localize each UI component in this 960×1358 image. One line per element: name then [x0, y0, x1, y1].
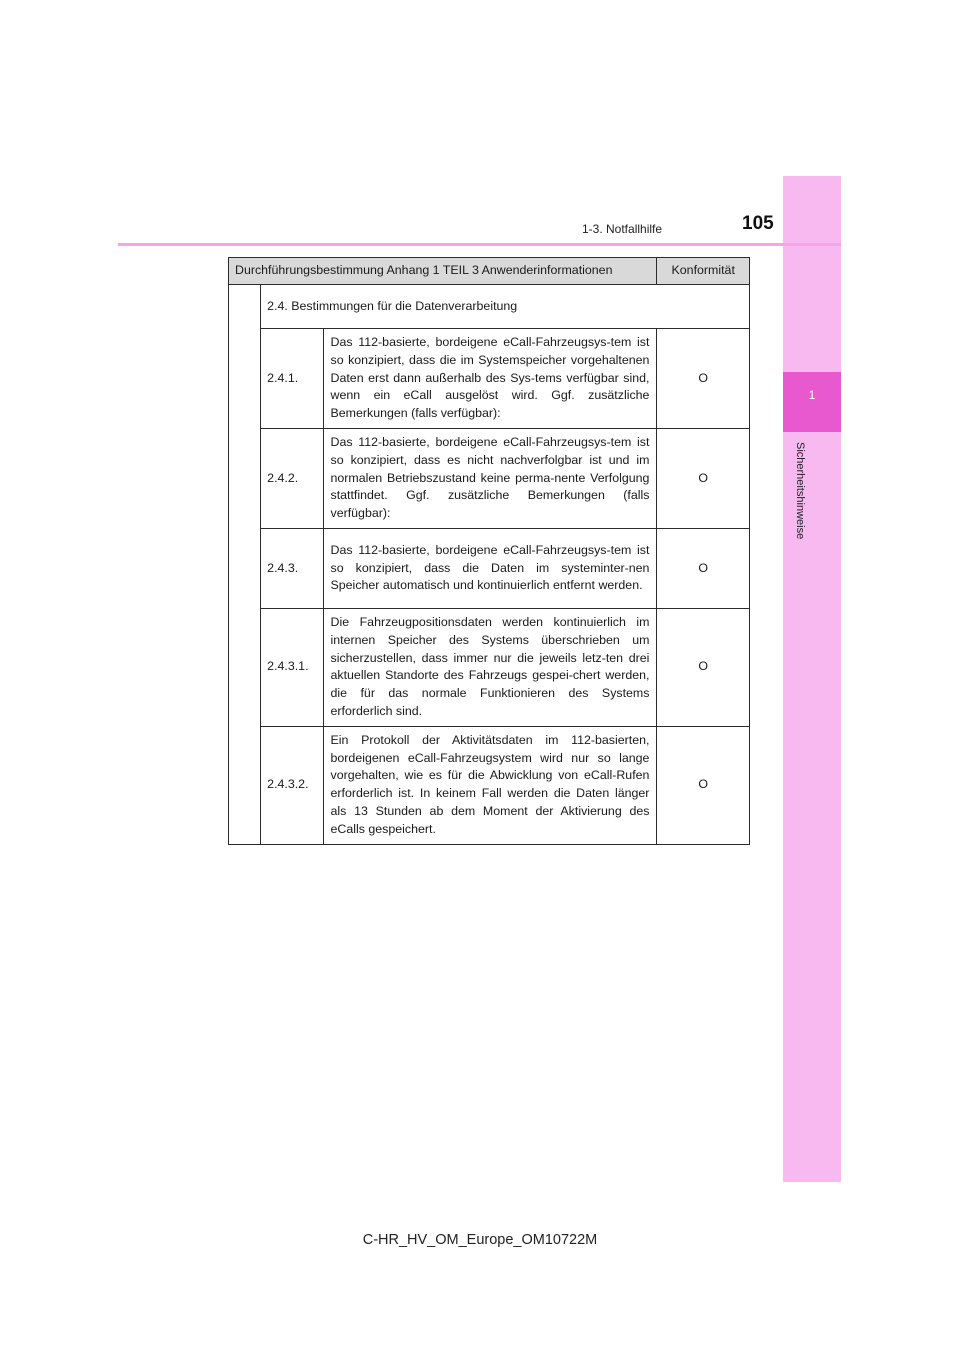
- row-conformity: O: [657, 428, 750, 528]
- row-number: 2.4.3.2.: [261, 726, 323, 844]
- table-row: [229, 528, 750, 608]
- row-conformity: O: [657, 608, 750, 726]
- row-description: Das 112-basierte, bordeigene eCall-Fahrzeugsys-tem ist so konzipiert, dass die im Systemspeicher vorgehaltenen Daten erst dann außerhalb des Sys-tems verfügbar sind, wenn ein eCall ausgelöst wird. Ggf. zusätzliche Bemerkungen (falls verfügbar):: [323, 329, 657, 429]
- table-row: [229, 428, 750, 528]
- document-code: C-HR_HV_OM_Europe_OM10722M: [362, 1232, 598, 1248]
- page-number: 105: [742, 213, 774, 234]
- row-number: 2.4.2.: [261, 428, 323, 528]
- row-conformity: O: [657, 329, 750, 429]
- header-cell-main: Durchführungsbestimmung Anhang 1 TEIL 3 Anwenderinformationen: [229, 258, 657, 285]
- table-row: [229, 726, 750, 844]
- header-cell-konformitaet: Konformität: [657, 258, 750, 285]
- section-title: 2.4. Bestimmungen für die Datenverarbeitung: [261, 285, 750, 329]
- row-description: Das 112-basierte, bordeigene eCall-Fahrzeugsys-tem ist so konzipiert, dass es nicht nachverfolgbar ist und im normalen Betriebszustand keine perma-nente Verfolgung stattfindet. Ggf. zusätzliche Bemerkungen (falls verfügbar):: [323, 428, 657, 528]
- row-conformity: O: [657, 528, 750, 608]
- row-number: 2.4.3.: [261, 528, 323, 608]
- section-row: [229, 285, 750, 329]
- header-section-title: 1-3. Notfallhilfe: [582, 222, 663, 236]
- header-divider: [118, 243, 841, 246]
- table-row: [229, 608, 750, 726]
- side-chapter-active-marker[interactable]: [783, 372, 841, 432]
- row-description: Die Fahrzeugpositionsdaten werden kontinuierlich im internen Speicher des Systems überschrieben um sicherzustellen, dass immer nur die jeweils letz-ten drei aktuellen Standorte des Fahrzeugs gespei-chert werden, die für das normale Funktionieren des Systems erforderlich sind.: [323, 608, 657, 726]
- chapter-number: 1: [808, 388, 816, 402]
- chapter-label: Sicherheitshinweise: [794, 442, 806, 540]
- row-number: 2.4.3.1.: [261, 608, 323, 726]
- side-chapter-tab: [783, 176, 841, 1182]
- row-description: Ein Protokoll der Aktivitätsdaten im 112-basierten, bordeigenen eCall-Fahrzeugsystem wird nur so lange vorgehalten, wie es für die Abwicklung von eCall-Rufen erforderlich ist. In keinem Fall werden die Daten länger als 13 Stunden ab dem Moment der Aktivierung des eCalls gespeichert.: [323, 726, 657, 844]
- row-number: 2.4.1.: [261, 329, 323, 429]
- conformity-table: [228, 257, 750, 845]
- row-conformity: O: [657, 726, 750, 844]
- indent-column: [229, 285, 261, 845]
- table-row: [229, 329, 750, 429]
- table-header-row: [229, 258, 750, 285]
- row-description: Das 112-basierte, bordeigene eCall-Fahrzeugsys-tem ist so konzipiert, dass die Daten im systeminter-nen Speicher automatisch und kontinuierlich entfernt werden.: [323, 528, 657, 608]
